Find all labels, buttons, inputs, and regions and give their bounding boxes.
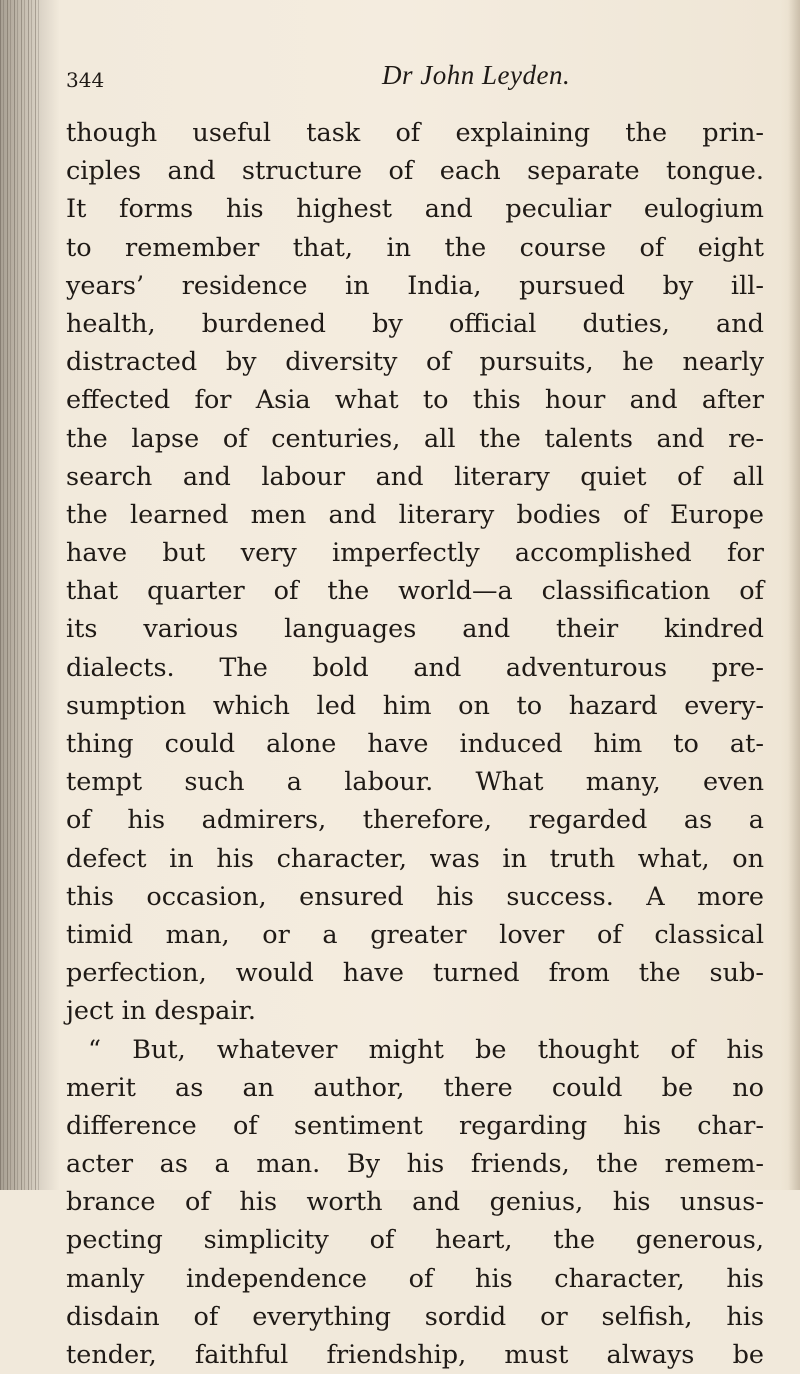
text-line: “ But, whatever might be thought of his	[88, 1034, 764, 1065]
text-line: perfection, would have turned from the sub-	[66, 958, 764, 989]
text-line: ciples and structure of each separate tongue.	[66, 156, 764, 187]
text-line: defect in his character, was in truth what, on	[66, 843, 764, 874]
text-line: acter as a man. By his friends, the remem-	[66, 1149, 764, 1180]
text-line: disdain of everything sordid or selfish, his	[66, 1301, 764, 1332]
body-text	[66, 114, 764, 1374]
text-line: It forms his highest and peculiar eulogium	[66, 194, 764, 225]
text-line: years’ residence in India, pursued by ill-	[66, 270, 764, 301]
text-line: brance of his worth and genius, his unsus-	[66, 1187, 764, 1218]
text-line: effected for Asia what to this hour and after	[66, 385, 764, 416]
text-line: distracted by diversity of pursuits, he nearly	[66, 347, 764, 378]
text-line: tender, faithful friendship, must always be	[66, 1340, 764, 1370]
text-line: sumption which led him on to hazard every-	[66, 690, 764, 721]
running-head: Dr John Leyden.	[382, 60, 571, 90]
text-line: timid man, or a greater lover of classical	[66, 919, 764, 950]
text-line: the lapse of centuries, all the talents and re-	[66, 423, 764, 454]
text-line: this occasion, ensured his success. A more	[66, 881, 764, 912]
binding-gutter	[0, 0, 40, 1190]
text-line: have but very imperfectly accomplished for	[66, 538, 764, 569]
text-line: dialects. The bold and adventurous pre-	[66, 652, 764, 683]
text-line: though useful task of explaining the prin-	[66, 118, 764, 148]
text-line: difference of sentiment regarding his char-	[66, 1110, 764, 1141]
text-line: tempt such a labour. What many, even	[66, 767, 764, 798]
text-line: to remember that, in the course of eight	[66, 232, 764, 263]
text-line: thing could alone have induced him to at-	[66, 729, 764, 759]
page-number: 344	[66, 68, 105, 92]
text-line: pecting simplicity of heart, the generous,	[66, 1225, 764, 1256]
text-line: search and labour and literary quiet of all	[66, 461, 764, 492]
page-header	[66, 58, 766, 98]
text-line: that quarter of the world—a classification of	[66, 576, 764, 607]
text-line: the learned men and literary bodies of Europe	[66, 499, 764, 530]
text-line: merit as an author, there could be no	[66, 1072, 764, 1103]
text-line: health, burdened by official duties, and	[66, 308, 764, 339]
text-line: of his admirers, therefore, regarded as a	[66, 805, 764, 836]
text-line: manly independence of his character, his	[66, 1263, 764, 1294]
text-line: ject in despair.	[66, 996, 256, 1027]
page-edge	[788, 0, 800, 1190]
text-line: its various languages and their kindred	[66, 614, 764, 645]
